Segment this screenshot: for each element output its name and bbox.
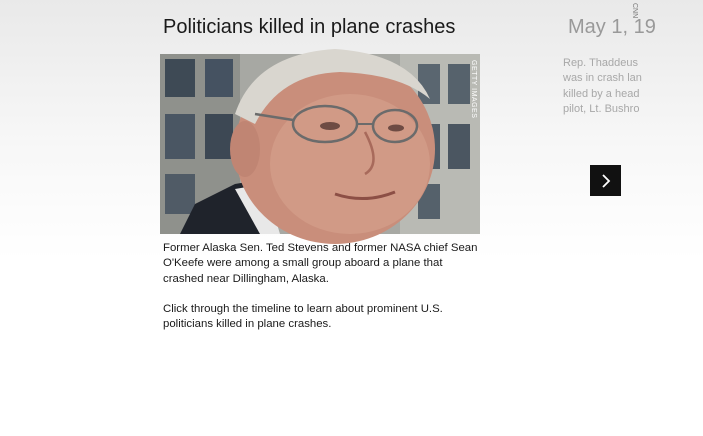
next-slide-line: killed by a head [563,87,640,100]
next-slide-date: May 1, 19 [568,16,656,38]
next-slide-line: Rep. Thaddeus [563,57,639,69]
photo-credit: GETTY IMAGES [470,60,477,119]
photo-illustration [160,54,480,234]
caption-paragraph: Former Alaska Sen. Ted Stevens and former NASA chief Sean O'Keefe were among a small group aboard a plane that crashed near Dillingham, Alaska. [163,242,478,285]
next-slide-line: was in crash lan [563,72,642,85]
slide-caption [163,241,483,347]
slide-title: Politicians killed in plane crashes [163,16,456,38]
slide-photo [160,54,480,234]
caption-paragraph: Click through the timeline to learn about prominent U.S. politicians killed in plane crashes. [163,302,443,331]
next-slide-preview [563,56,703,118]
next-slide-button[interactable] [590,165,621,196]
chevron-right-icon [600,173,612,189]
next-slide-line: pilot, Lt. Bushro [563,103,640,116]
cnn-watermark: CNN [631,3,638,19]
